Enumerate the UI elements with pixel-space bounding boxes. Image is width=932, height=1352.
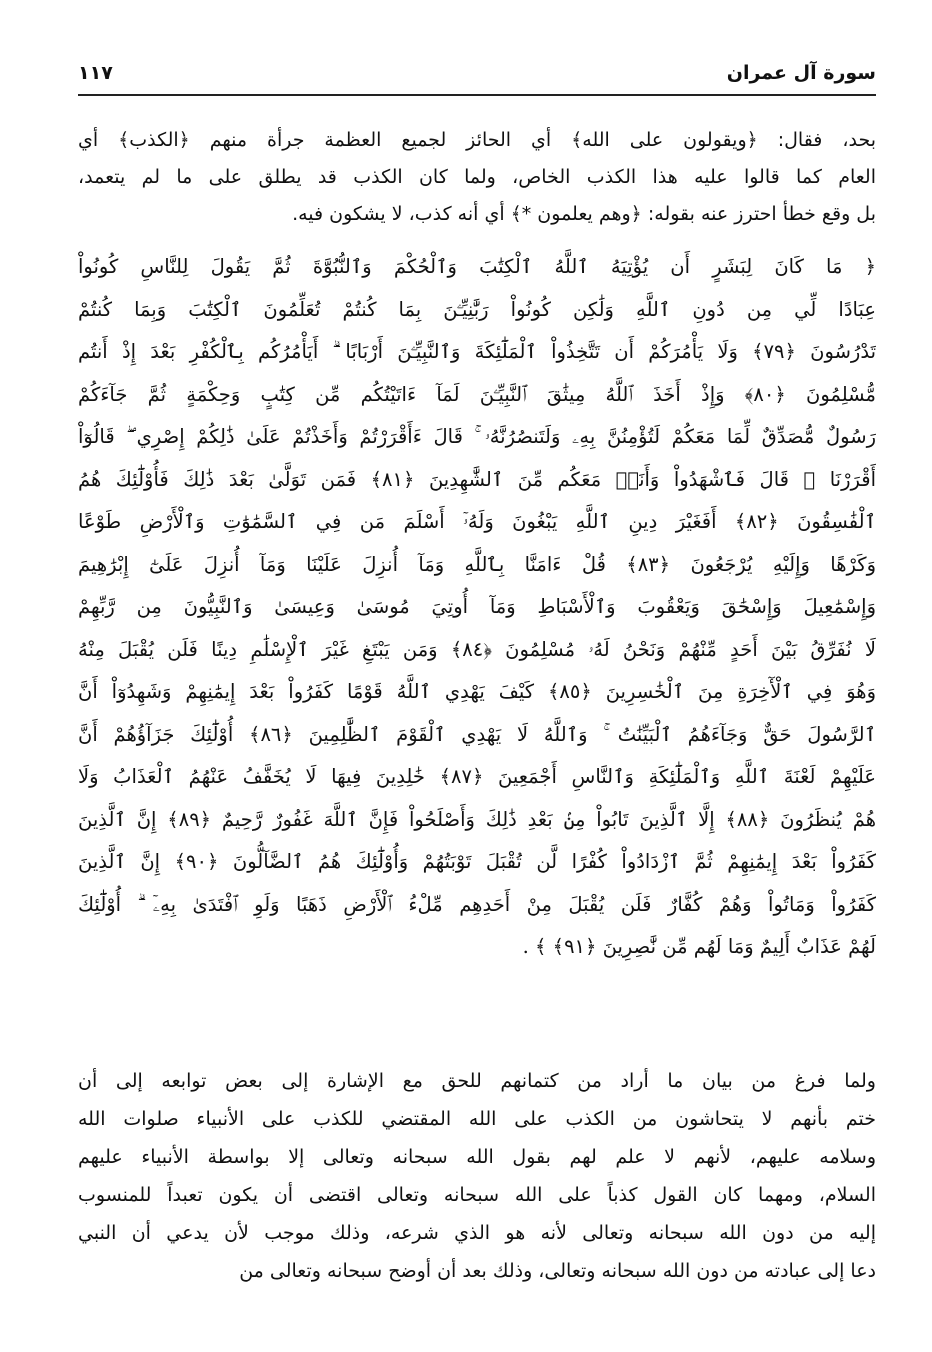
verse-line: لَا نُفَرِّقُ بَيْنَ أَحَدٍ مِّنْهُمْ وَنَحْنُ لَهُۥ مُسْلِمُونَ ﴿٨٤﴾ وَمَن يَبْتَغِ غَيْرَ ٱلْإِسْلَٰمِ دِينًا فَلَن يُقْبَلَ مِنْهُ [78, 637, 876, 661]
verse-line: وَهُوَ فِي ٱلْأٓخِرَةِ مِنَ ٱلْخَٰسِرِينَ ﴿٨٥﴾ كَيْفَ يَهْدِي ٱللَّهُ قَوْمًا كَفَرُواْ بَعْدَ إِيمَٰنِهِمْ وَشَهِدُوٓاْ أَنَّ [78, 680, 876, 703]
verse-line: كَفَرُواْ وَمَاتُواْ وَهُمْ كُفَّارٌ فَلَن يُقْبَلَ مِنْ أَحَدِهِم مِّلْءُ ٱلْأَرْضِ ذَهَبًا وَلَوِ ٱفْتَدَىٰ بِهِۦٓ ۗ أُوْلَٰٓئِكَ [78, 892, 876, 916]
intro-line: بحد، فقال: ﴿ويقولون على الله﴾ أي الحائز لجميع العظمة جرأة منهم ﴿الكذب﴾ أي [78, 129, 876, 151]
verse-line: هُمْ يُنظَرُونَ ﴿٨٨﴾ إِلَّا ٱلَّذِينَ تَابُواْ مِنۢ بَعْدِ ذَٰلِكَ وَأَصْلَحُواْ فَإِنَّ ٱللَّهَ غَفُورٌ رَّحِيمٌ ﴿٨٩﴾ إِنَّ ٱلَّذِينَ [78, 807, 876, 831]
verse-line: رَسُولٌ مُّصَدِّقٌ لِّمَا مَعَكُمْ لَتُؤْمِنُنَّ بِهِۦ وَلَتَنصُرُنَّهُۥ ۚ قَالَ ءَأَقْرَرْتُمْ وَأَخَذْتُمْ عَلَىٰ ذَٰلِكُمْ إِصْرِي ۖ قَالُوٓاْ [78, 425, 876, 448]
verse-line: عِبَادًا لِّي مِن دُونِ ٱللَّهِ وَلَٰكِن كُونُواْ رَبَّٰنِيِّـۧنَ بِمَا كُنتُمْ تُعَلِّمُونَ ٱلْكِتَٰبَ وَبِمَا كُنتُمْ [78, 297, 876, 321]
verse-line: ٱلْفَٰسِقُونَ ﴿٨٢﴾ أَفَغَيْرَ دِينِ ٱللَّهِ يَبْغُونَ وَلَهُۥٓ أَسْلَمَ مَن فِي ٱلسَّمَٰوَٰتِ وَٱلْأَرْضِ طَوْعًا [78, 510, 876, 533]
commentary-line: ولما فرغ من بيان ما أراد من كتمانهم للحق مع الإشارة إلى بعض توابعه إلى أن [78, 1070, 876, 1092]
verse-line: أَقْرَرْنَا ۚ قَالَ فَٱشْهَدُواْ وَأَنَا۠ مَعَكُم مِّنَ ٱلشَّٰهِدِينَ ﴿٨١﴾ فَمَن تَوَلَّىٰ بَعْدَ ذَٰلِكَ فَأُوْلَٰٓئِكَ هُمُ [78, 467, 876, 491]
intro-line: العام كما قالوا عليه هذا الكذب الخاص، ولما كان الكذب قد يطلق على ما لم يتعمد، [78, 166, 876, 188]
page-header [78, 58, 876, 96]
verse-line: وَإِسْمَٰعِيلَ وَإِسْحَٰقَ وَيَعْقُوبَ وَٱلْأَسْبَاطِ وَمَآ أُوتِيَ مُوسَىٰ وَعِيسَىٰ وَٱلنَّبِيُّونَ مِن رَّبِّهِمْ [78, 595, 876, 618]
intro-line: بل وقع خطأ احترز عنه بقوله: ﴿وهم يعلمون *﴾ أي أنه كذب، لا يشكون فيه. [292, 203, 876, 225]
verse-line: ﴿ مَا كَانَ لِبَشَرٍ أَن يُؤْتِيَهُ ٱللَّهُ ٱلْكِتَٰبَ وَٱلْحُكْمَ وَٱلنُّبُوَّةَ ثُمَّ يَقُولَ لِلنَّاسِ كُونُواْ [78, 255, 876, 278]
verse-line: وَكَرْهًا وَإِلَيْهِ يُرْجَعُونَ ﴿٨٣﴾ قُلْ ءَامَنَّا بِٱللَّهِ وَمَآ أُنزِلَ عَلَيْنَا وَمَآ أُنزِلَ عَلَىٰٓ إِبْرَٰهِيمَ [78, 552, 876, 576]
commentary-line: إليه من دون الله سبحانه وتعالى لأنه هو الذي شرعه، وذلك موجب لأن يدعي أن النبي [78, 1222, 876, 1244]
commentary-line: ختم بأنهم لا يتحاشون من الكذب على الله المقتضي للكذب على الأنبياء صلوات الله [78, 1108, 876, 1130]
intro-paragraph [78, 122, 876, 233]
commentary-line: دعا إلى عبادته من دون الله سبحانه وتعالى، وذلك بعد أن أوضح سبحانه وتعالى من [239, 1260, 876, 1282]
verse-line: مُّسْلِمُونَ ﴿٨٠﴾ وَإِذْ أَخَذَ ٱللَّهُ مِيثَٰقَ ٱلنَّبِيِّـۧنَ لَمَآ ءَاتَيْتُكُم مِّن كِتَٰبٍ وَحِكْمَةٍ ثُمَّ جَآءَكُمْ [78, 382, 876, 406]
verse-line: ٱلرَّسُولَ حَقٌّ وَجَآءَهُمُ ٱلْبَيِّنَٰتُ ۚ وَٱللَّهُ لَا يَهْدِي ٱلْقَوْمَ ٱلظَّٰلِمِينَ ﴿٨٦﴾ أُوْلَٰٓئِكَ جَزَآؤُهُمْ أَنَّ [78, 722, 876, 746]
closing-paragraph [78, 1062, 876, 1290]
quran-verses-block [78, 246, 876, 969]
commentary-line: السلام، ومهما كان القول كذباً على الله سبحانه وتعالى اقتضى أن يكون تعبداً للمنسوب [78, 1184, 876, 1206]
verse-line: كَفَرُواْ بَعْدَ إِيمَٰنِهِمْ ثُمَّ ٱزْدَادُواْ كُفْرًا لَّن تُقْبَلَ تَوْبَتُهُمْ وَأُوْلَٰٓئِكَ هُمُ ٱلضَّآلُّونَ ﴿٩٠﴾ إِنَّ ٱلَّذِينَ [78, 850, 876, 873]
verse-line: تَدْرُسُونَ ﴿٧٩﴾ وَلَا يَأْمُرَكُمْ أَن تَتَّخِذُواْ ٱلْمَلَٰٓئِكَةَ وَٱلنَّبِيِّـۧنَ أَرْبَابًا ۗ أَيَأْمُرُكُم بِٱلْكُفْرِ بَعْدَ إِذْ أَنتُم [78, 340, 876, 363]
verse-line: عَلَيْهِمْ لَعْنَةَ ٱللَّهِ وَٱلْمَلَٰٓئِكَةِ وَٱلنَّاسِ أَجْمَعِينَ ﴿٨٧﴾ خَٰلِدِينَ فِيهَا لَا يُخَفَّفُ عَنْهُمُ ٱلْعَذَابُ وَلَا [78, 765, 876, 788]
verse-line: لَهُمْ عَذَابٌ أَلِيمٌ وَمَا لَهُم مِّن نَّٰصِرِينَ ﴿٩١﴾ ﴾ . [522, 935, 876, 958]
page-number: ١١٧ [78, 62, 113, 84]
surah-title: سورة آل عمران [726, 62, 876, 84]
commentary-line: وسلامه عليهم، لأنهم لا علم لهم بقول الله سبحانه وتعالى إلا بواسطة الأنبياء عليهم [78, 1146, 876, 1168]
